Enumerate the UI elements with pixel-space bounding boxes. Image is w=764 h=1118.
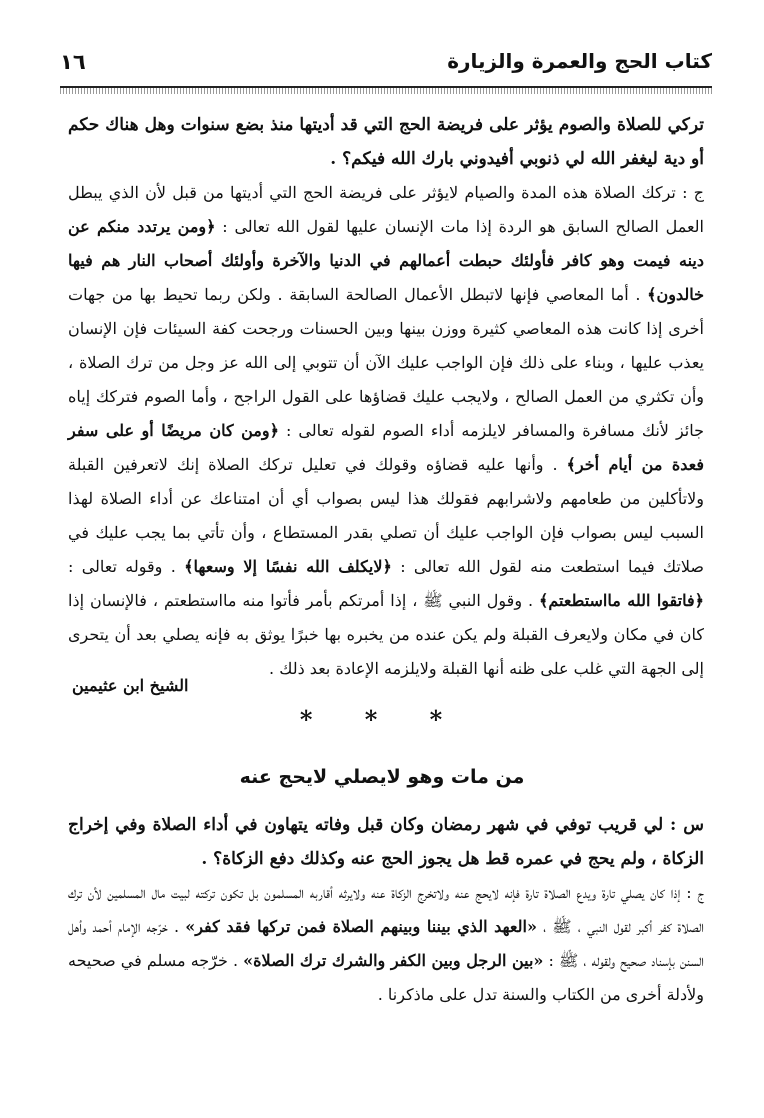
signature: الشيخ ابن عثيمين	[72, 676, 189, 695]
hadith-1: «العهد الذي بيننا وبينهم الصلاة فمن تركها فقد كفر»	[185, 917, 537, 936]
answer-2-part-3: . خرّجه مسلم في صحيحه ولأدلة أخرى من الكتاب والسنة تدل على ماذكرنا .	[68, 951, 704, 1004]
section-separator: * * *	[299, 705, 465, 734]
quran-verse-4: ﴿فاتقوا الله مااستطعتم﴾	[539, 591, 705, 610]
hadith-2: «بين الرجل وبين الكفر والشرك ترك الصلاة»	[243, 951, 544, 970]
header-rule	[60, 86, 712, 94]
page-number: ١٦	[60, 50, 86, 74]
answer-1-part-4: . وقوله تعالى :	[68, 557, 185, 576]
answer-1-part-2: . أما المعاصي فإنها لاتبطل الأعمال الصالحة السابقة . ولكن ربما تحيط بها من جهات أخرى إذا كانت هذه المعاصي كثيرة ووزن بينها وبين الحسنات ورجحت كفة السيئات فإن الإنسان يعذب عليها ، وبناء على ذلك فإن الواجب عليك الآن أن تتوبي إلى الله عز وجل من ترك الصلاة ، وأن تكثري من العمل الصالح ، ولايجب عليك قضاؤها على القول الراجح ، وأما الصوم فتركك إياه جائز لأنك مسافرة والمسافر لايلزمه أداء الصوم لقوله تعالى :	[68, 285, 704, 440]
answer-2-part-2: . خرّجه الإمام أحمد وأهل السنن بإسناد صحيح ولقوله ، ﷺ :	[68, 917, 705, 970]
running-header	[60, 46, 712, 86]
quran-verse-3: ﴿لايكلف الله نفسًا إلا وسعها﴾	[184, 557, 392, 576]
fatwa-2	[68, 808, 704, 1012]
running-title: كتاب الحج والعمرة والزيارة	[447, 49, 712, 73]
fatwa-1	[68, 108, 704, 686]
quran-verse-2: ﴿ومن كان مريضًا أو على سفر فعدة من أيام أخر﴾	[68, 421, 705, 474]
answer-2-part-1: ج : إذا كان يصلي تارة ويدع الصلاة تارة فإنه لايحج عنه ولاتخرج الزكاة عنه ولايرثه أقاربه المسلمون بل تكون تركته لبيت مال المسلمين لأن ترك الصلاة كفر أكبر لقول النبي ، ﷺ ،	[68, 883, 705, 936]
question-2: س : لي قريب توفي في شهر رمضان وكان قبل وفاته يتهاون في أداء الصلاة وفي إخراج الزكاة ، ولم يحج في عمره قط هل يجوز الحج عنه وكذلك دفع الزكاة؟ .	[68, 815, 704, 869]
answer-1	[68, 176, 704, 686]
answer-1-part-3: . وأنها عليه قضاؤه وقولك في تعليل تركك الصلاة إنك لاتعرفين القبلة ولاتأكلين من طعامهم ولاشرابهم فقولك هذا ليس بصواب أي أن امتناعك عن أداء الصلاة لهذا السبب ليس بصواب فإن الواجب عليك أن تصلي بقدر المستطاع ، وأن تأتي بما يجب عليك في صلاتك فيما استطعت منه لقول الله تعالى :	[68, 455, 705, 576]
answer-1-part-1: ج : تركك الصلاة هذه المدة والصيام لايؤثر على فريضة الحج التي أديتها من قبل لأن الذي يبطل العمل الصالح السابق هو الردة إذا مات الإنسان عليها لقول الله تعالى :	[68, 183, 704, 236]
answer-1-part-5: . وقول النبي ﷺ ، إذا أمرتكم بأمر فأتوا منه مااستطعتم ، فالإنسان إذا كان في مكان ولايعرف القبلة ولم يكن عنده من يخبره بها خبرًا يوثق به فإنه يصلي بعد أن يتحرى إلى الجهة التي غلب على ظنه أنها القبلة ولايلزمه الإعادة بعد ذلك .	[68, 591, 704, 678]
question-1: تركي للصلاة والصوم يؤثر على فريضة الحج التي قد أديتها منذ بضع سنوات وهل هناك حكم أو دية ليغفر الله لي ذنوبي أفيدوني بارك الله فيكم؟ .	[68, 115, 704, 169]
answer-2	[68, 876, 704, 1012]
section-title: من مات وهو لايصلي لايحج عنه	[239, 766, 525, 788]
quran-verse-1: ﴿ومن يرتدد منكم عن دينه فيمت وهو كافر فأولئك حبطت أعمالهم في الدنيا والآخرة وأولئك أصحاب النار هم فيها خالدون﴾	[68, 217, 705, 304]
